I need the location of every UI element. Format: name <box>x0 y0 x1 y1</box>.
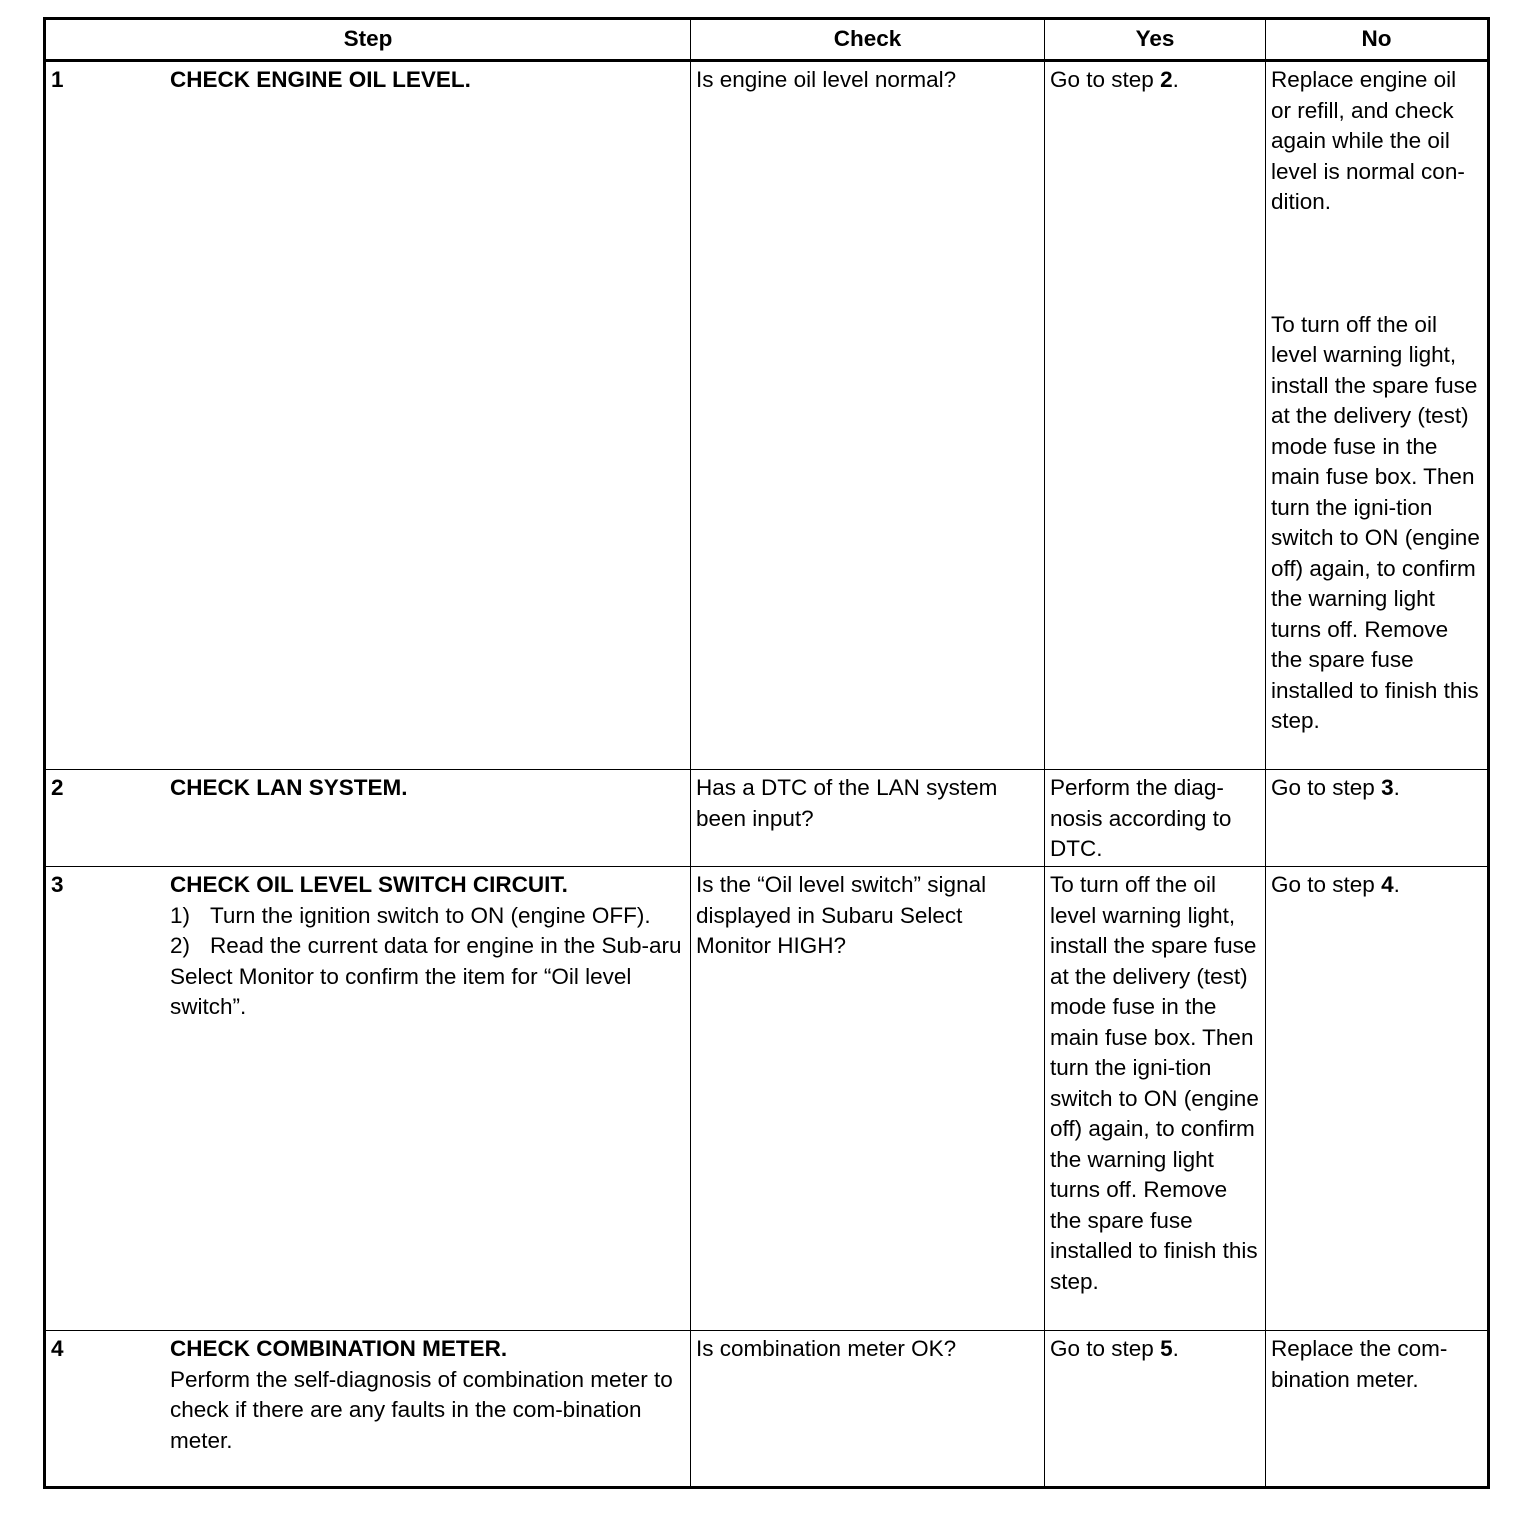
step-cell <box>45 1331 691 1488</box>
step-ref: 2 <box>1160 67 1173 92</box>
yes-cell: Perform the diag-nosis according to DTC. <box>1045 770 1266 867</box>
header-step: Step <box>45 19 691 61</box>
step-body: Perform the self-diagnosis of combination meter to check if there are any faults in the com-bination meter. <box>170 1366 673 1453</box>
step-ref: 5 <box>1160 1336 1173 1361</box>
no-cell: Go to step 4. <box>1266 867 1489 1331</box>
check-cell: Is the “Oil level switch” signal displayed in Subaru Select Monitor HIGH? <box>691 867 1045 1331</box>
check-cell: Has a DTC of the LAN system been input? <box>691 770 1045 867</box>
step-title: CHECK LAN SYSTEM. <box>170 775 408 800</box>
header-yes: Yes <box>1045 19 1266 61</box>
table-row <box>45 770 1489 867</box>
header-row <box>45 19 1489 61</box>
no-cell: Replace the com-bination meter. <box>1266 1331 1489 1488</box>
step-title: CHECK OIL LEVEL SWITCH CIRCUIT. <box>170 872 568 897</box>
no-paragraph: Replace engine oil or refill, and check again while the oil level is normal con-dition. <box>1271 67 1465 214</box>
step-cell <box>45 770 691 867</box>
step-number: 3 <box>51 872 64 897</box>
substep: 1) Turn the ignition switch to ON (engine OFF). <box>170 902 651 928</box>
step-cell <box>45 867 691 1331</box>
step-cell <box>45 61 691 770</box>
yes-cell: To turn off the oil level warning light, install the spare fuse at the delivery (test) mode fuse in the main fuse box. Then turn the igni-tion switch to ON (engine off) again, to confirm the warning light turns off. Remove the spare fuse installed to finish this step. <box>1045 867 1266 1331</box>
header-no: No <box>1266 19 1489 61</box>
step-title: CHECK COMBINATION METER. <box>170 1336 508 1361</box>
diagnosis-table <box>43 17 1490 1489</box>
no-cell <box>1266 61 1489 770</box>
substep: 2) Read the current data for engine in the Sub-aru Select Monitor to confirm the item for “Oil level switch”. <box>170 933 682 1019</box>
check-cell: Is combination meter OK? <box>691 1331 1045 1488</box>
step-number: 2 <box>51 775 64 800</box>
header-check: Check <box>691 19 1045 61</box>
check-cell: Is engine oil level normal? <box>691 61 1045 770</box>
table-row <box>45 61 1489 770</box>
no-cell: Go to step 3. <box>1266 770 1489 867</box>
no-paragraph: To turn off the oil level warning light, install the spare fuse at the delivery (test) mode fuse in the main fuse box. Then turn the igni-tion switch to ON (engine off) again, to confirm the warning light turns off. Remove the spare fuse installed to finish this step. <box>1271 311 1480 733</box>
step-title: CHECK ENGINE OIL LEVEL. <box>170 67 471 92</box>
yes-cell: Go to step 2. <box>1045 61 1266 770</box>
table-row <box>45 1331 1489 1488</box>
step-number: 4 <box>51 1336 64 1361</box>
table-row <box>45 867 1489 1331</box>
step-number: 1 <box>51 67 64 92</box>
yes-cell: Go to step 5. <box>1045 1331 1266 1488</box>
step-ref: 4 <box>1381 872 1394 897</box>
step-ref: 3 <box>1381 775 1394 800</box>
